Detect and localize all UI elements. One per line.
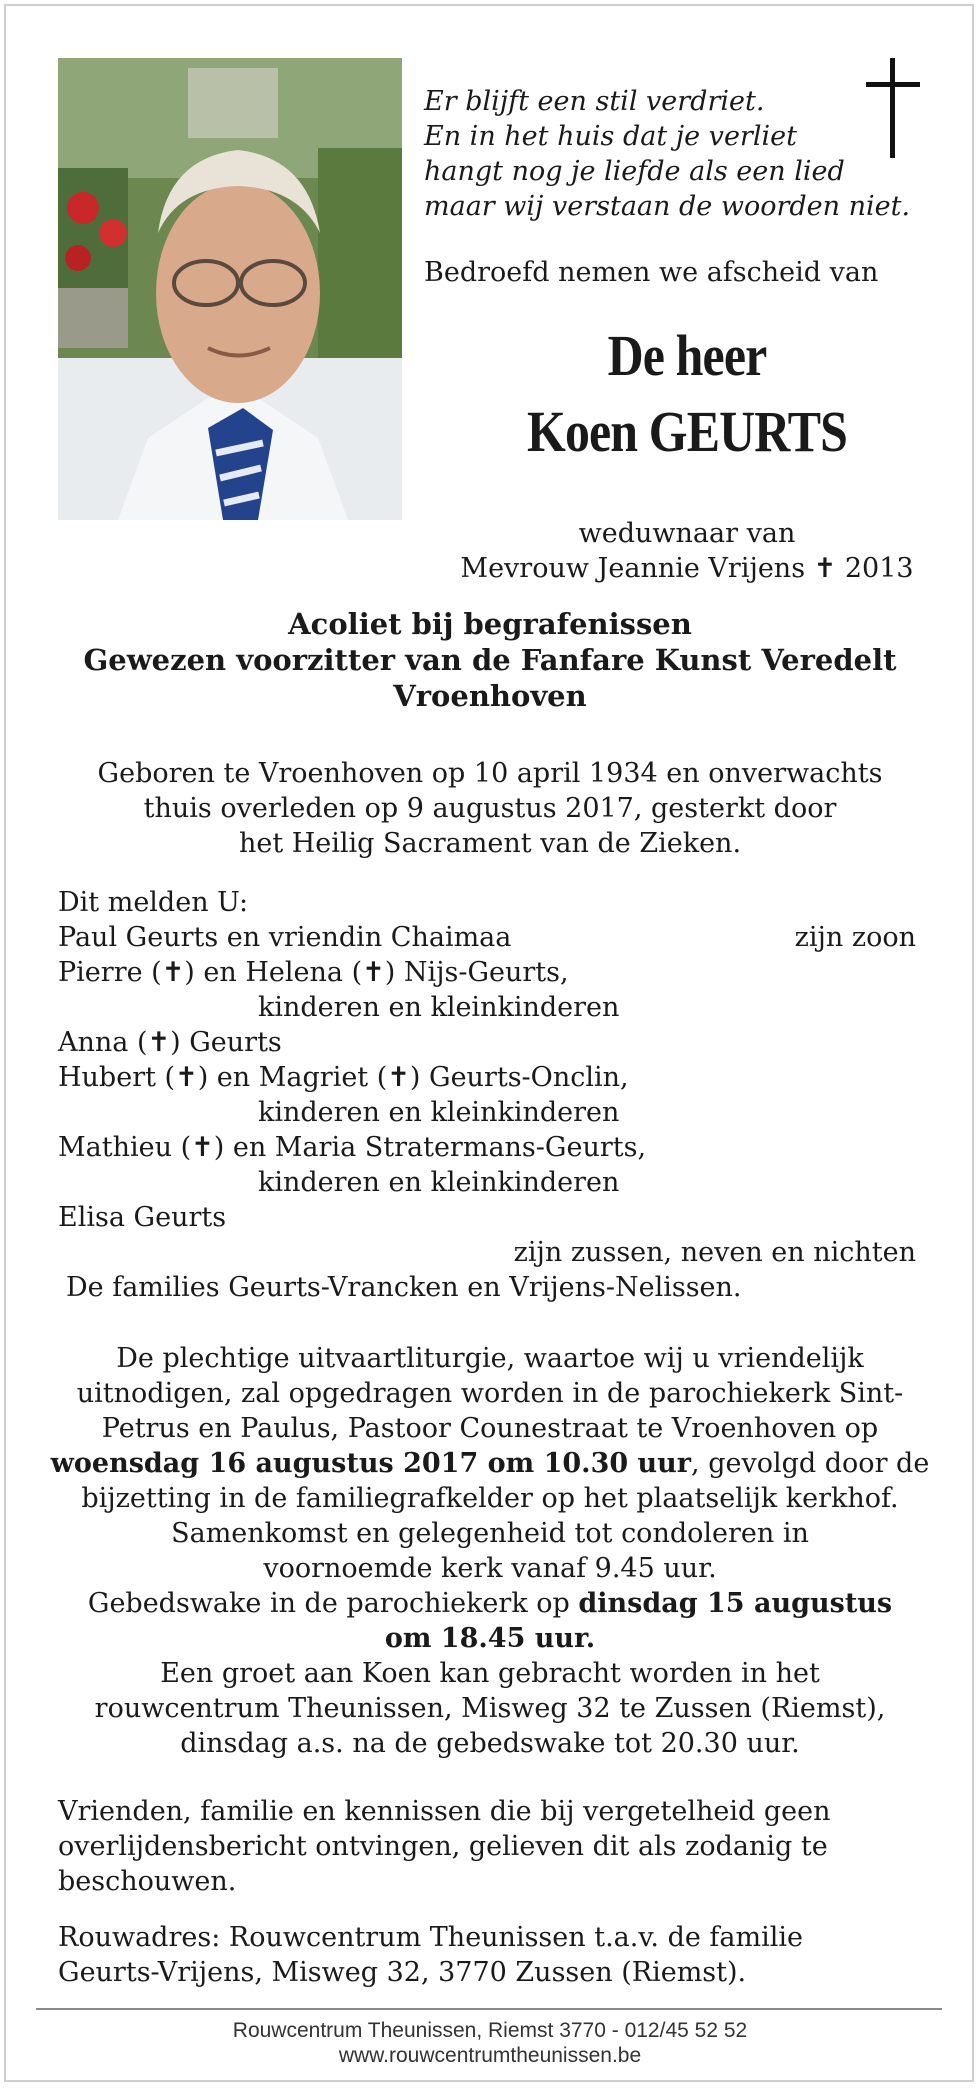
service-line: dinsdag a.s. na de gebedswake tot 20.30 uur. [180,1728,800,1759]
service-line [40,1621,940,1656]
service-line [40,1586,940,1621]
address-line: Geurts-Vrijens, Misweg 32, 3770 Zussen (Riemst). [58,1957,747,1988]
divider [36,2008,942,2010]
poem-line: hangt nog je liefde als een lied [424,156,845,187]
friends-line: beschouwen. [58,1866,237,1897]
born-line: Geboren te Vroenhoven op 10 april 1934 en onverwachts [97,758,883,789]
birth-death-text [40,756,940,861]
list-item-sub: kinderen en kleinkinderen [258,992,620,1023]
born-line: het Heilig Sacrament van de Zieken. [238,828,742,859]
portrait-photo [58,58,402,520]
service-line: uitnodigen, zal opgedragen worden in de parochiekerk Sint- [76,1378,904,1409]
service-line: Petrus en Paulus, Pastoor Counestraat te Vroenhoven op [101,1413,879,1444]
role-line: Gewezen voorzitter van de Fanfare Kunst Veredelt [83,643,897,677]
role-line: Acoliet bij begrafenissen [288,607,692,641]
friends-notice [58,1794,938,1899]
list-item-sub: kinderen en kleinkinderen [258,1167,620,1198]
poem-line: Er blijft een stil verdriet. [424,86,765,117]
vigil-text: Gebedswake in de parochiekerk op [87,1588,579,1619]
families-line: De families Geurts-Vrancken en Vrijens-Nelissen. [66,1272,742,1303]
poem [424,84,911,224]
widow-label: weduwnaar van [578,518,796,549]
name-title: De heer [607,323,767,388]
list-item-sub: kinderen en kleinkinderen [258,1097,620,1128]
cross-icon [858,56,928,160]
role-line: Vroenhoven [393,679,587,713]
service-line: Samenkomst en gelegenheid tot condoleren in [171,1518,809,1549]
family-heading: Dit melden U: [58,887,249,918]
son-relation: zijn zoon [794,922,916,953]
funeral-date: woensdag 16 augustus 2017 om 10.30 uur [50,1448,692,1479]
service-line: Een groet aan Koen kan gebracht worden in het [160,1658,820,1689]
intro-text: Bedroefd nemen we afscheid van [424,257,879,288]
list-item: Pierre (✝) en Helena (✝) Nijs-Geurts, [58,957,569,988]
list-item: Anna (✝) Geurts [58,1027,282,1058]
footer [40,2018,940,2068]
poem-line: maar wij verstaan de woorden niet. [424,191,911,222]
friends-line: overlijdensbericht ontvingen, gelieven dit als zodanig te [58,1831,828,1862]
deceased-name [466,318,908,470]
service-line: bijzetting in de familiegrafkelder op het plaatselijk kerkhof. [81,1483,899,1514]
footer-contact: Rouwcentrum Theunissen, Riemst 3770 - 012/45 52 52 [232,2019,748,2042]
widower-of [430,516,944,586]
service-line: De plechtige uitvaartliturgie, waartoe wij u vriendelijk [116,1343,864,1374]
list-item [58,920,916,955]
friends-line: Vrienden, familie en kennissen die bij vergetelheid geen [58,1796,831,1827]
footer-website: www.rouwcentrumtheunissen.be [338,2044,642,2067]
family-list [58,885,916,1305]
list-item: Mathieu (✝) en Maria Stratermans-Geurts, [58,1132,647,1163]
roles [40,606,940,714]
vigil-time: om 18.45 uur. [384,1623,596,1654]
born-line: thuis overleden op 9 augustus 2017, gesterkt door [143,793,837,824]
mourning-address [58,1920,938,1990]
service-details [40,1341,940,1761]
service-line: rouwcentrum Theunissen, Misweg 32 te Zussen (Riemst), [94,1693,886,1724]
son-name: Paul Geurts en vriendin Chaimaa [58,922,512,953]
siblings-relation: zijn zussen, neven en nichten [513,1237,916,1268]
list-item: Elisa Geurts [58,1202,227,1233]
service-line: voornoemde kerk vanaf 9.45 uur. [263,1553,717,1584]
service-line [40,1446,940,1481]
poem-line: En in het huis dat je verliet [424,121,797,152]
list-item: Hubert (✝) en Magriet (✝) Geurts-Onclin, [58,1062,629,1093]
vigil-date: dinsdag 15 augustus [578,1588,893,1619]
spouse-name: Mevrouw Jeannie Vrijens ✝ 2013 [460,553,914,584]
name-full: Koen GEURTS [526,399,848,464]
address-line: Rouwadres: Rouwcentrum Theunissen t.a.v. de familie [58,1922,803,1953]
service-line-rest: , gevolgd door de [691,1448,930,1479]
